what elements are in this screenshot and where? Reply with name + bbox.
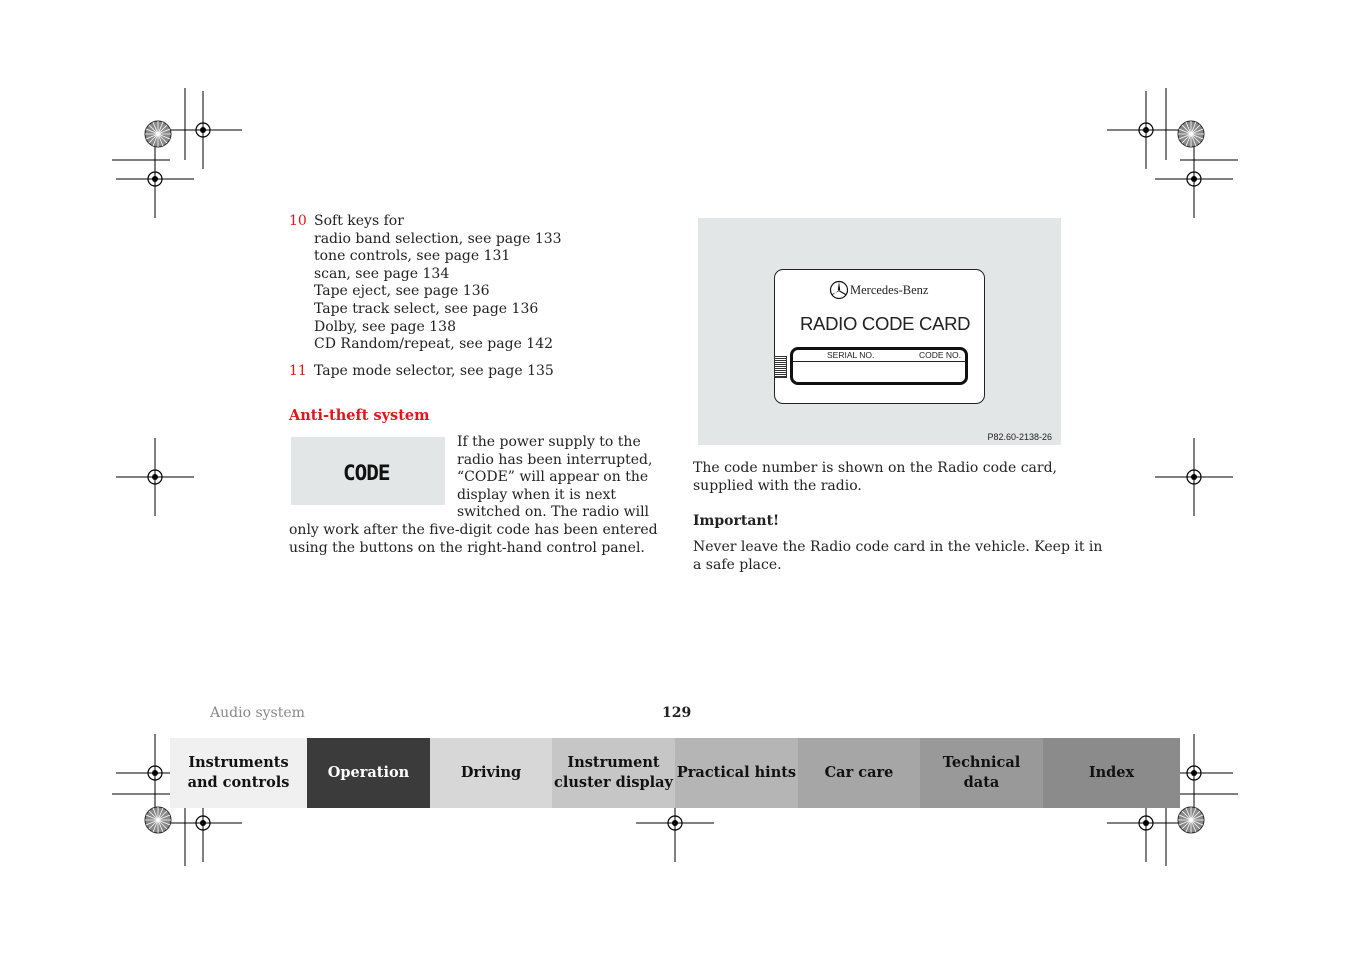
item-number: 11	[289, 363, 307, 379]
item-line: Tape track select, see page 136	[314, 300, 539, 317]
page-number: 129	[662, 705, 692, 721]
tab-index[interactable]	[1043, 738, 1180, 808]
tab-label: Instruments	[188, 754, 289, 771]
text-line: a safe place.	[693, 556, 782, 573]
radio-code-card-figure	[698, 218, 1061, 445]
item-line: Dolby, see page 138	[314, 318, 456, 335]
text-line: Never leave the Radio code card in the vehicle. Keep it in	[693, 539, 1103, 555]
tab-label: Instrument	[567, 754, 660, 771]
tab-instrument-cluster-display[interactable]	[552, 738, 675, 808]
tab-label: Operation	[327, 764, 410, 781]
text-line: The code number is shown on the Radio code card,	[693, 460, 1058, 476]
figure-reference: P82.60-2138-26	[987, 432, 1052, 442]
tab-label: Car care	[824, 764, 894, 781]
figure-caption	[693, 460, 1057, 495]
card-stub	[774, 356, 787, 378]
tab-label: Technical	[942, 754, 1021, 771]
item-line: scan, see page 134	[314, 265, 450, 282]
brand-name: Mercedes-Benz	[850, 283, 929, 297]
tab-practical-hints[interactable]	[675, 738, 798, 808]
text-line: using the buttons on the right-hand control panel.	[289, 539, 645, 556]
item-line: CD Random/repeat, see page 142	[314, 336, 554, 353]
tab-car-care[interactable]	[798, 738, 920, 808]
serial-code-field	[790, 347, 968, 385]
tab-label: and controls	[187, 774, 290, 791]
list-item-11	[289, 363, 554, 381]
code-display-image	[291, 437, 445, 505]
tab-label: cluster display	[554, 774, 673, 791]
tab-instruments-and-controls[interactable]	[170, 738, 307, 808]
list-item-10	[289, 213, 562, 354]
item-line: Soft keys for	[314, 213, 404, 229]
item-line: tone controls, see page 131	[314, 248, 511, 265]
card-title: RADIO CODE CARD	[800, 313, 971, 334]
text-line: switched on. The radio will	[457, 504, 650, 521]
text-line: If the power supply to the	[457, 434, 641, 450]
tab-label: data	[963, 774, 1000, 791]
text-line: supplied with the radio.	[693, 477, 862, 494]
item-line: radio band selection, see page 133	[314, 230, 562, 247]
radio-code-card	[774, 269, 985, 404]
tab-label: Driving	[460, 764, 522, 781]
tab-label: Index	[1088, 764, 1135, 781]
text-line: “CODE” will appear on the	[457, 469, 649, 486]
tab-driving[interactable]	[430, 738, 552, 808]
footer-section-name: Audio system	[210, 705, 305, 721]
mercedes-star-icon	[829, 280, 849, 300]
anti-theft-full-text	[289, 522, 658, 557]
text-line: radio has been interrupted,	[457, 451, 653, 468]
text-line: display when it is next	[457, 486, 617, 503]
code-label: CODE NO.	[919, 350, 962, 360]
important-heading: Important!	[693, 513, 780, 529]
serial-label: SERIAL NO.	[827, 350, 875, 360]
anti-theft-wrap-text	[457, 434, 652, 522]
section-heading: Anti-theft system	[289, 407, 430, 424]
item-number: 10	[289, 213, 307, 229]
tab-technical-data[interactable]	[920, 738, 1043, 808]
item-line: Tape mode selector, see page 135	[314, 363, 554, 379]
text-line: only work after the five-digit code has been entered	[289, 522, 658, 538]
lcd-code-text: CODE	[343, 461, 390, 485]
important-text	[693, 539, 1102, 574]
field-divider	[793, 361, 965, 362]
tab-label: Practical hints	[676, 764, 797, 781]
item-line: Tape eject, see page 136	[314, 283, 490, 300]
tab-operation[interactable]	[307, 738, 430, 808]
